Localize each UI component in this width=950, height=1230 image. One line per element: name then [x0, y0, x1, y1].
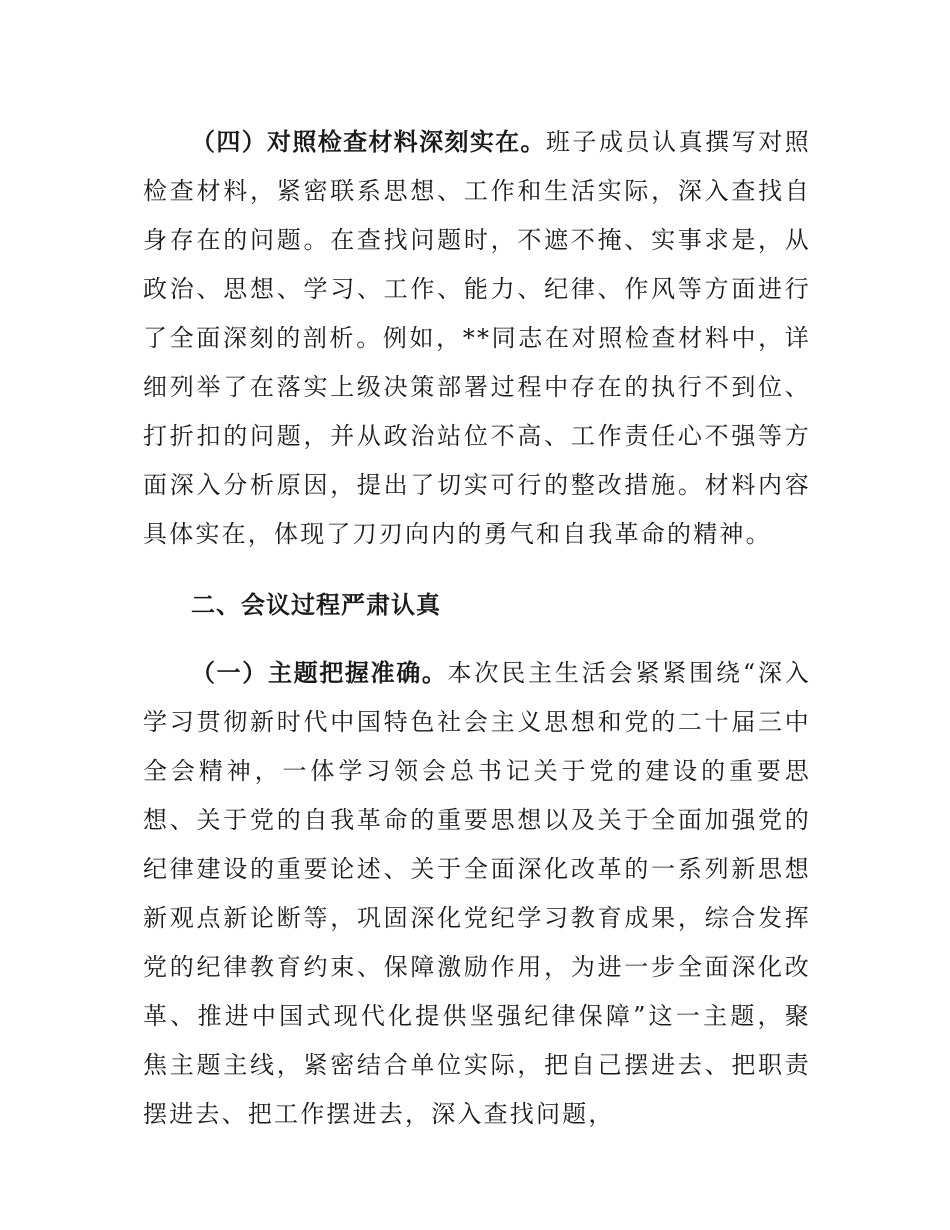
paragraph-lead-title: （一）主题把握准确。: [191, 659, 448, 687]
section-heading-2: 二、会议过程严肃认真: [191, 591, 441, 619]
paragraph-body: 班子成员认真撰写对照检查材料，紧密联系思想、工作和生活实际，深入查找自身存在的问题。在查找问题时，不遮不掩、实事求是，从政治、思想、学习、工作、能力、纪律、作风等方面进行了全面深刻的剖析。例如，**同志在对照检查材料中，详细列举了在落实上级决策部署过程中存在的执行不到位、打折扣的问题，并从政治站位不高、工作责任心不强等方面深入分析原因，提出了切实可行的整改措施。材料内容具体实在，体现了刀刃向内的勇气和自我革命的精神。: [143, 128, 812, 548]
paragraph-section-2-1: [143, 649, 811, 1139]
paragraph-section-4: [143, 118, 811, 559]
paragraph-lead-title: （四）对照检查材料深刻实在。: [191, 128, 546, 156]
paragraph-body: 本次民主生活会紧紧围绕“深入学习贯彻新时代中国特色社会主义思想和党的二十届三中全会精神，一体学习领会总书记关于党的建设的重要思想、关于党的自我革命的重要思想以及关于全面加强党的纪律建设的重要论述、关于全面深化改革的一系列新思想新观点新论断等，巩固深化党纪学习教育成果，综合发挥党的纪律教育约束、保障激励作用，为进一步全面深化改革、推进中国式现代化提供坚强纪律保障”这一主题，聚焦主题主线，紧密结合单位实际，把自己摆进去、把职责摆进去、把工作摆进去，深入查找问题，: [143, 659, 812, 1128]
